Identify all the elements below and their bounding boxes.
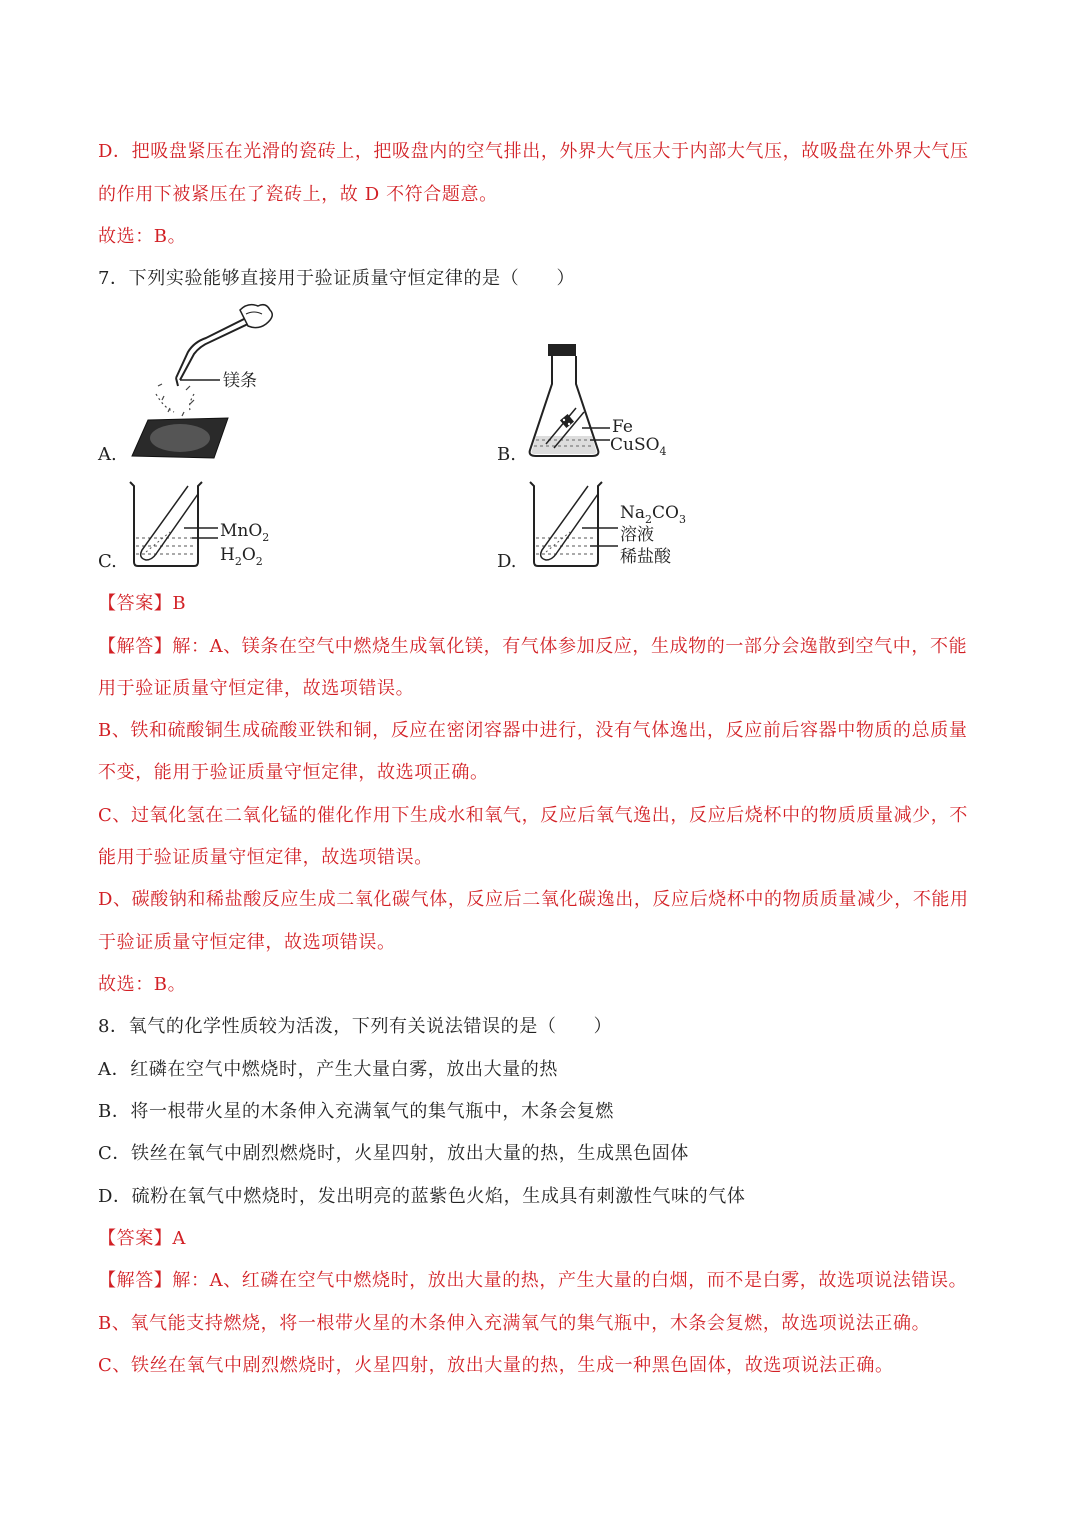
q8-analysis-line-3: C、铁丝在氧气中剧烈燃烧时，火星四射，放出大量的热，生成一种黑色固体，故选项说法正确。 bbox=[98, 1355, 894, 1376]
q7-figure-b-flask bbox=[524, 340, 674, 465]
q7-figure-d-beaker bbox=[526, 476, 696, 576]
q7-analysis-line-6: 能用于验证质量守恒定律，故选项错误。 bbox=[98, 847, 433, 868]
q8-answer: 【答案】A bbox=[98, 1228, 186, 1249]
q7-figure-c-o: O bbox=[241, 545, 256, 565]
q7-figure-d-co-sub: 3 bbox=[678, 513, 686, 526]
q8-option-a: A．红磷在空气中燃烧时，产生大量白雾，放出大量的热 bbox=[98, 1059, 558, 1080]
q7-analysis-line-8: 于验证质量守恒定律，故选项错误。 bbox=[98, 932, 396, 953]
svg-text:CuSO4 bbox=[610, 435, 667, 458]
q7-figure-a-magnesium bbox=[128, 300, 308, 465]
q7-analysis-line-2: 用于验证质量守恒定律，故选项错误。 bbox=[98, 678, 415, 699]
q7-figure-b-cuso-sub: 4 bbox=[659, 445, 667, 458]
q7-option-a-label: A. bbox=[98, 444, 117, 465]
q8-option-c: C．铁丝在氧气中剧烈燃烧时，火星四射，放出大量的热，生成黑色固体 bbox=[98, 1143, 689, 1164]
q8-option-b: B．将一根带火星的木条伸入充满氧气的集气瓶中，木条会复燃 bbox=[98, 1101, 615, 1122]
q7-figure-c-h-sub: 2 bbox=[234, 555, 242, 568]
q7-analysis-line-4: 不变，能用于验证质量守恒定律，故选项正确。 bbox=[98, 762, 489, 783]
q7-figure-b-fe: Fe bbox=[612, 417, 633, 437]
q8-stem: 8．氧气的化学性质较为活泼，下列有关说法错误的是（ ） bbox=[98, 1016, 613, 1037]
q8-analysis-line-2: B、氧气能支持燃烧，将一根带火星的木条伸入充满氧气的集气瓶中，木条会复燃，故选项说法正确。 bbox=[98, 1313, 931, 1334]
q7-figure-c-mno-sub: 2 bbox=[262, 531, 270, 544]
q7-figure-c-mno: MnO bbox=[220, 521, 263, 541]
q7-analysis-line-5: C、过氧化氢在二氧化锰的催化作用下生成水和氧气，反应后氧气逸出，反应后烧杯中的物质质量减少，不 bbox=[98, 805, 968, 826]
svg-text:Na2CO3 bbox=[620, 503, 686, 526]
svg-text:MnO2 bbox=[220, 521, 269, 544]
q7-option-d-label: D. bbox=[497, 551, 517, 572]
q7-figure-d-na-sub: 2 bbox=[645, 513, 653, 526]
q7-choice: 故选：B。 bbox=[98, 974, 187, 995]
prev-solution-choice: 故选：B。 bbox=[98, 226, 187, 247]
q8-analysis-line-1: 【解答】解：A、红磷在空气中燃烧时，放出大量的热，产生大量的白烟，而不是白雾，故选项说法错误。 bbox=[98, 1270, 968, 1291]
q8-option-d: D．硫粉在氧气中燃烧时，发出明亮的蓝紫色火焰，生成具有刺激性气味的气体 bbox=[98, 1186, 746, 1207]
q7-figure-d-solution: 溶液 bbox=[620, 525, 654, 545]
q7-figure-b-cuso: CuSO bbox=[610, 435, 660, 455]
q7-option-c-label: C. bbox=[98, 551, 117, 572]
q7-analysis-line-1: 【解答】解：A、镁条在空气中燃烧生成氧化镁，有气体参加反应，生成物的一部分会逸散到空气中，不能 bbox=[98, 636, 968, 657]
q7-figure-c-beaker bbox=[126, 476, 276, 576]
q7-figure-d-co: CO bbox=[652, 503, 679, 523]
svg-text:H2O2 bbox=[220, 545, 263, 568]
q7-analysis-line-7: D、碳酸钠和稀盐酸反应生成二氧化碳气体，反应后二氧化碳逸出，反应后烧杯中的物质质量减少，不能用 bbox=[98, 889, 969, 910]
q7-figure-c-o-sub: 2 bbox=[255, 555, 263, 568]
prev-solution-d-line-1: D．把吸盘紧压在光滑的瓷砖上，把吸盘内的空气排出，外界大气压大于内部大气压，故吸盘在外界大气压 bbox=[98, 141, 969, 162]
q7-figure-a-text: 镁条 bbox=[223, 371, 257, 391]
q7-figure-c-h: H bbox=[220, 545, 235, 565]
prev-solution-d-line-2: 的作用下被紧压在了瓷砖上，故 D 不符合题意。 bbox=[98, 184, 498, 205]
q7-answer: 【答案】B bbox=[98, 593, 187, 614]
q7-figure-d-acid: 稀盐酸 bbox=[620, 547, 671, 567]
q7-figure-d-na: Na bbox=[620, 503, 646, 523]
q7-analysis-line-3: B、铁和硫酸铜生成硫酸亚铁和铜，反应在密闭容器中进行，没有气体逸出，反应前后容器中物质的总质量 bbox=[98, 720, 968, 741]
q7-stem: 7．下列实验能够直接用于验证质量守恒定律的是（ ） bbox=[98, 268, 576, 289]
q7-option-b-label: B. bbox=[497, 444, 516, 465]
